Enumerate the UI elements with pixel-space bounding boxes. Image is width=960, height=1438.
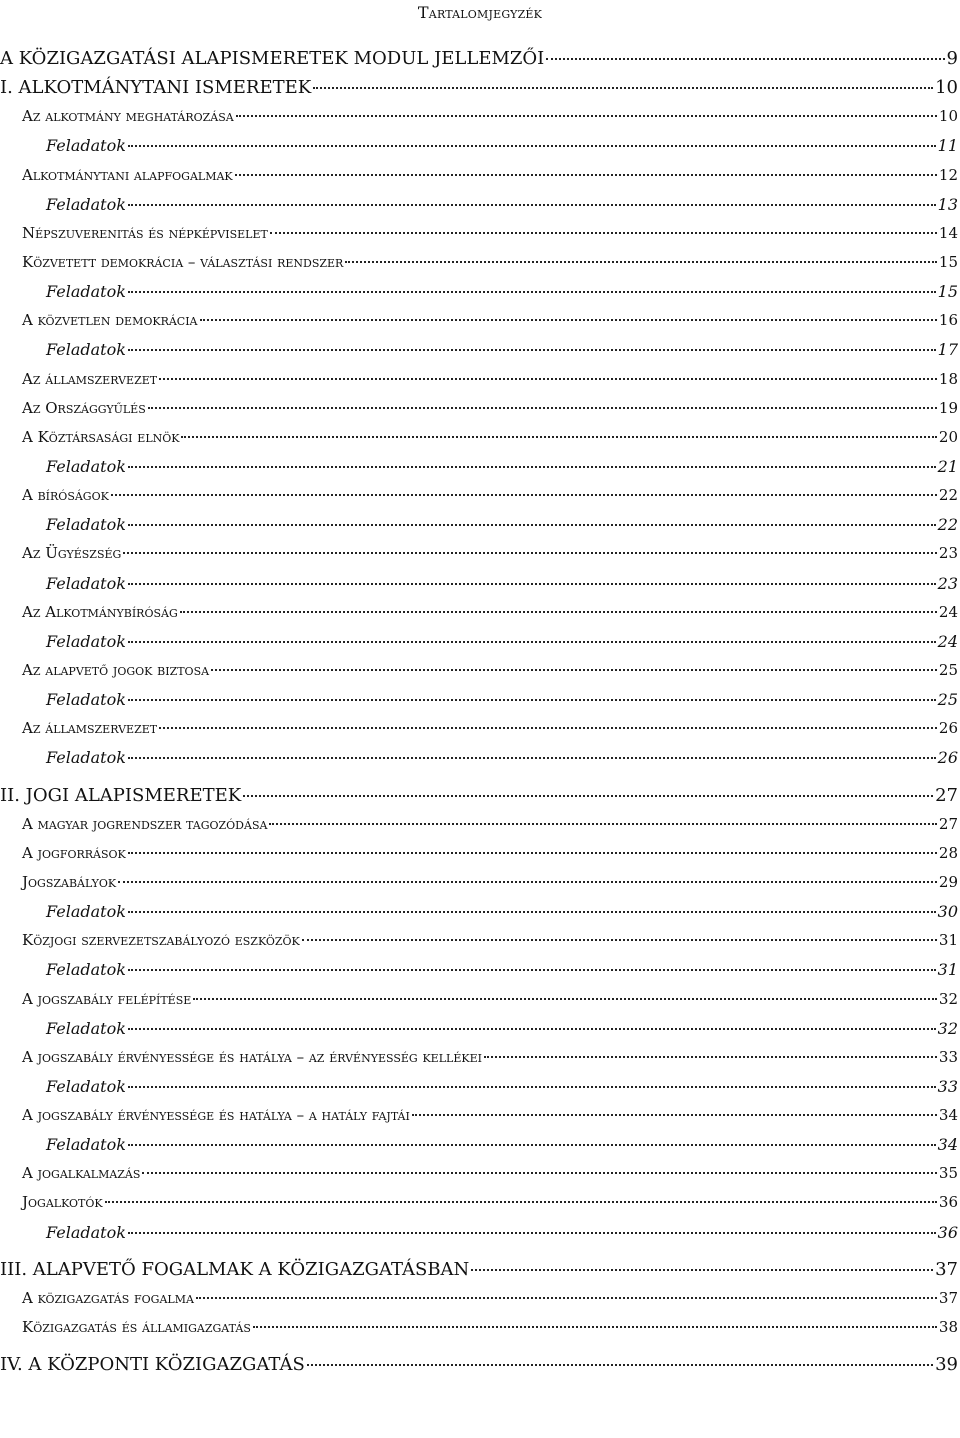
toc-page-number: 17	[937, 340, 958, 360]
toc-page-number: 16	[938, 311, 958, 330]
toc-page-number: 31	[937, 960, 958, 980]
toc-exercise-entry[interactable]	[0, 1072, 958, 1101]
toc-exercise-entry[interactable]	[0, 452, 958, 481]
toc-page-number: 30	[937, 902, 958, 922]
dot-leader	[313, 87, 933, 89]
toc-section-entry[interactable]	[0, 306, 958, 335]
toc-page-number: 34	[937, 1135, 958, 1155]
dot-leader	[235, 174, 937, 176]
toc-page-number: 9	[946, 48, 958, 69]
toc-exercise-entry[interactable]	[0, 277, 958, 306]
toc-section-entry[interactable]	[0, 481, 958, 510]
toc-section-entry[interactable]	[0, 248, 958, 277]
dot-leader	[128, 1144, 936, 1146]
toc-page-number: 18	[938, 369, 958, 388]
page-title: Tartalomjegyzék	[417, 3, 543, 22]
dot-leader	[128, 911, 936, 913]
toc-section-entry[interactable]	[0, 102, 958, 131]
toc-entry-label: Népszuverenitás és népképviselet	[22, 223, 268, 242]
toc-section-entry[interactable]	[0, 656, 958, 685]
toc-section-entry[interactable]	[0, 810, 958, 839]
toc-exercise-entry[interactable]	[0, 1014, 958, 1043]
toc-exercise-entry[interactable]	[0, 335, 958, 364]
toc-entry-label: Feladatok	[46, 960, 126, 980]
dot-leader	[236, 115, 937, 117]
dot-leader	[128, 757, 936, 759]
toc-page-number: 31	[938, 931, 958, 950]
toc-page-number: 32	[938, 989, 958, 1008]
toc-page-number: 37	[938, 1288, 958, 1307]
toc-entry-label: Feladatok	[46, 282, 126, 302]
dot-leader	[128, 583, 936, 585]
toc-exercise-entry[interactable]	[0, 955, 958, 984]
toc-entry-label: Az államszervezet	[22, 719, 158, 738]
toc-section-entry[interactable]	[0, 839, 958, 868]
toc-page-number: 32	[937, 1018, 958, 1038]
toc-entry-label: Feladatok	[46, 631, 126, 651]
toc-chapter-entry[interactable]	[0, 1350, 958, 1379]
toc-entry-label: A bíróságok	[22, 486, 109, 505]
toc-exercise-entry[interactable]	[0, 1130, 958, 1159]
toc-entry-label: Feladatok	[46, 456, 126, 476]
toc-entry-label: II. JOGI ALAPISMERETEK	[0, 784, 242, 806]
toc-page-number: 33	[938, 1047, 958, 1066]
toc-entry-label: Feladatok	[46, 136, 126, 156]
toc-entry-label: III. ALAPVETŐ FOGALMAK A KÖZIGAZGATÁSBAN	[0, 1258, 470, 1280]
toc-chapter-entry[interactable]	[0, 44, 958, 73]
toc-entry-label: Feladatok	[46, 1135, 126, 1155]
toc-exercise-entry[interactable]	[0, 1218, 958, 1247]
dot-leader	[159, 727, 937, 729]
dot-leader	[128, 1232, 936, 1234]
toc-chapter-entry[interactable]	[0, 781, 958, 810]
toc-section-entry[interactable]	[0, 1313, 958, 1342]
toc-page-number: 15	[938, 252, 958, 271]
toc-entry-label: Jogalkotók	[22, 1193, 103, 1212]
section-gap	[0, 773, 958, 781]
toc-entry-label: Az Ügyészség	[22, 544, 122, 563]
dot-leader	[111, 494, 937, 496]
dot-leader	[105, 1201, 937, 1203]
dot-leader	[128, 291, 936, 293]
toc-section-entry[interactable]	[0, 539, 958, 568]
toc-entry-label: Feladatok	[46, 573, 126, 593]
dot-leader	[200, 319, 937, 321]
toc-exercise-entry[interactable]	[0, 897, 958, 926]
toc-exercise-entry[interactable]	[0, 743, 958, 772]
toc-entry-label: Közvetett demokrácia – választási rendszer	[22, 252, 344, 271]
toc-section-entry[interactable]	[0, 1101, 958, 1130]
toc-section-entry[interactable]	[0, 365, 958, 394]
dot-leader	[128, 641, 936, 643]
toc-page-number: 20	[938, 427, 958, 446]
toc-section-entry[interactable]	[0, 598, 958, 627]
dot-leader	[128, 204, 936, 206]
toc-entry-label: Közjogi szervezetszabályozó eszközök	[22, 931, 300, 950]
toc-page-number: 21	[937, 456, 958, 476]
dot-leader	[253, 1326, 937, 1328]
dot-leader	[128, 969, 936, 971]
toc-exercise-entry[interactable]	[0, 569, 958, 598]
toc-page-number: 39	[935, 1354, 958, 1376]
dot-leader	[142, 1172, 936, 1174]
section-gap	[0, 1342, 958, 1350]
toc-entry-label: Feladatok	[46, 902, 126, 922]
toc-page-number: 13	[937, 194, 958, 214]
toc-page-number: 33	[937, 1076, 958, 1096]
dot-leader	[118, 881, 937, 883]
toc-entry-label: A jogszabály felépítése	[22, 989, 192, 1008]
toc-entry-label: Feladatok	[46, 1222, 126, 1242]
dot-leader	[307, 1364, 933, 1366]
toc-page-number: 27	[935, 784, 958, 806]
toc-chapter-entry[interactable]	[0, 73, 958, 102]
dot-leader	[128, 699, 936, 701]
toc-entry-label: A jogszabály érvényessége és hatálya – a hatály fajtái	[22, 1106, 410, 1125]
toc-exercise-entry[interactable]	[0, 131, 958, 160]
toc-page-number: 27	[938, 814, 958, 833]
toc-section-entry[interactable]	[0, 219, 958, 248]
toc-entry-label: A jogszabály érvényessége és hatálya – az érvényesség kellékei	[22, 1047, 482, 1066]
toc-page-number: 19	[938, 398, 958, 417]
toc-entry-label: Feladatok	[46, 690, 126, 710]
toc-entry-label: A közigazgatás fogalma	[22, 1288, 194, 1307]
section-gap	[0, 1247, 958, 1255]
toc-entry-label: Alkotmánytani alapfogalmak	[22, 165, 233, 184]
toc-entry-label: A Köztársasági elnök	[22, 427, 180, 446]
toc-page-number: 36	[937, 1222, 958, 1242]
toc-entry-label: Az államszervezet	[22, 369, 158, 388]
table-of-contents	[0, 44, 958, 1379]
toc-entry-label: A jogalkalmazás	[22, 1164, 141, 1183]
toc-page-number: 25	[938, 660, 958, 679]
dot-leader	[128, 1086, 936, 1088]
toc-page-number: 23	[938, 544, 958, 563]
dot-leader	[243, 795, 933, 797]
dot-leader	[128, 524, 936, 526]
toc-page-number: 10	[938, 107, 958, 126]
toc-entry-label: Feladatok	[46, 1076, 126, 1096]
toc-page-number: 11	[937, 136, 958, 156]
toc-page-number: 10	[935, 77, 958, 99]
toc-entry-label: Feladatok	[46, 194, 126, 214]
dot-leader	[412, 1114, 937, 1116]
dot-leader	[196, 1297, 937, 1299]
toc-page-number: 12	[938, 165, 958, 184]
toc-exercise-entry[interactable]	[0, 627, 958, 656]
dot-leader	[193, 998, 937, 1000]
dot-leader	[159, 378, 937, 380]
toc-page-number: 36	[938, 1193, 958, 1212]
toc-entry-label: I. ALKOTMÁNYTANI ISMERETEK	[0, 77, 312, 99]
toc-section-entry[interactable]	[0, 394, 958, 423]
toc-entry-label: A közvetlen demokrácia	[22, 311, 198, 330]
toc-page-number: 37	[935, 1258, 958, 1280]
toc-exercise-entry[interactable]	[0, 190, 958, 219]
toc-section-entry[interactable]	[0, 1159, 958, 1188]
dot-leader	[302, 939, 937, 941]
toc-page-number: 15	[937, 282, 958, 302]
dot-leader	[180, 611, 937, 613]
toc-page-number: 38	[938, 1318, 958, 1337]
dot-leader	[270, 232, 937, 234]
dot-leader	[471, 1269, 933, 1271]
dot-leader	[148, 407, 937, 409]
toc-page-number: 25	[937, 690, 958, 710]
toc-section-entry[interactable]	[0, 1188, 958, 1217]
toc-section-entry[interactable]	[0, 868, 958, 897]
dot-leader	[128, 145, 936, 147]
toc-page-number: 26	[937, 748, 958, 768]
toc-entry-label: Jogszabályok	[22, 872, 117, 891]
toc-section-entry[interactable]	[0, 985, 958, 1014]
dot-leader	[484, 1056, 937, 1058]
dot-leader	[128, 349, 936, 351]
toc-page-number: 35	[938, 1164, 958, 1183]
toc-page-number: 26	[938, 719, 958, 738]
toc-section-entry[interactable]	[0, 926, 958, 955]
toc-entry-label: IV. A KÖZPONTI KÖZIGAZGATÁS	[0, 1354, 305, 1376]
toc-entry-label: Az alkotmány meghatározása	[22, 107, 234, 126]
dot-leader	[128, 1028, 936, 1030]
dot-leader	[211, 669, 937, 671]
toc-entry-label: A jogforrások	[22, 843, 126, 862]
toc-chapter-entry[interactable]	[0, 1255, 958, 1284]
toc-page-number: 34	[938, 1106, 958, 1125]
toc-exercise-entry[interactable]	[0, 510, 958, 539]
toc-entry-label: Közigazgatás és államigazgatás	[22, 1318, 251, 1337]
toc-entry-label: Feladatok	[46, 340, 126, 360]
toc-exercise-entry[interactable]	[0, 685, 958, 714]
dot-leader	[123, 552, 937, 554]
toc-page-number: 14	[938, 223, 958, 242]
dot-leader	[269, 823, 936, 825]
toc-section-entry[interactable]	[0, 1284, 958, 1313]
dot-leader	[128, 466, 936, 468]
toc-entry-label: Feladatok	[46, 1018, 126, 1038]
dot-leader	[345, 261, 937, 263]
dot-leader	[181, 436, 936, 438]
toc-page-number: 24	[938, 602, 958, 621]
toc-section-entry[interactable]	[0, 714, 958, 743]
toc-entry-label: Feladatok	[46, 515, 126, 535]
toc-entry-label: Az Országgyűlés	[22, 398, 146, 417]
toc-page-number: 29	[938, 872, 958, 891]
toc-entry-label: A KÖZIGAZGATÁSI ALAPISMERETEK MODUL JELLEMZŐI	[0, 48, 545, 69]
toc-page-number: 22	[938, 486, 958, 505]
toc-page-number: 22	[937, 515, 958, 535]
toc-page-number: 28	[938, 843, 958, 862]
toc-entry-label: Az Alkotmánybíróság	[22, 602, 178, 621]
dot-leader	[128, 852, 937, 854]
toc-section-entry[interactable]	[0, 1043, 958, 1072]
dot-leader	[546, 58, 944, 60]
toc-entry-label: Feladatok	[46, 748, 126, 768]
toc-entry-label: Az alapvető jogok biztosa	[22, 660, 210, 679]
toc-section-entry[interactable]	[0, 423, 958, 452]
toc-section-entry[interactable]	[0, 161, 958, 190]
toc-page-number: 23	[937, 573, 958, 593]
toc-entry-label: A magyar jogrendszer tagozódása	[22, 814, 268, 833]
toc-page-number: 24	[937, 631, 958, 651]
